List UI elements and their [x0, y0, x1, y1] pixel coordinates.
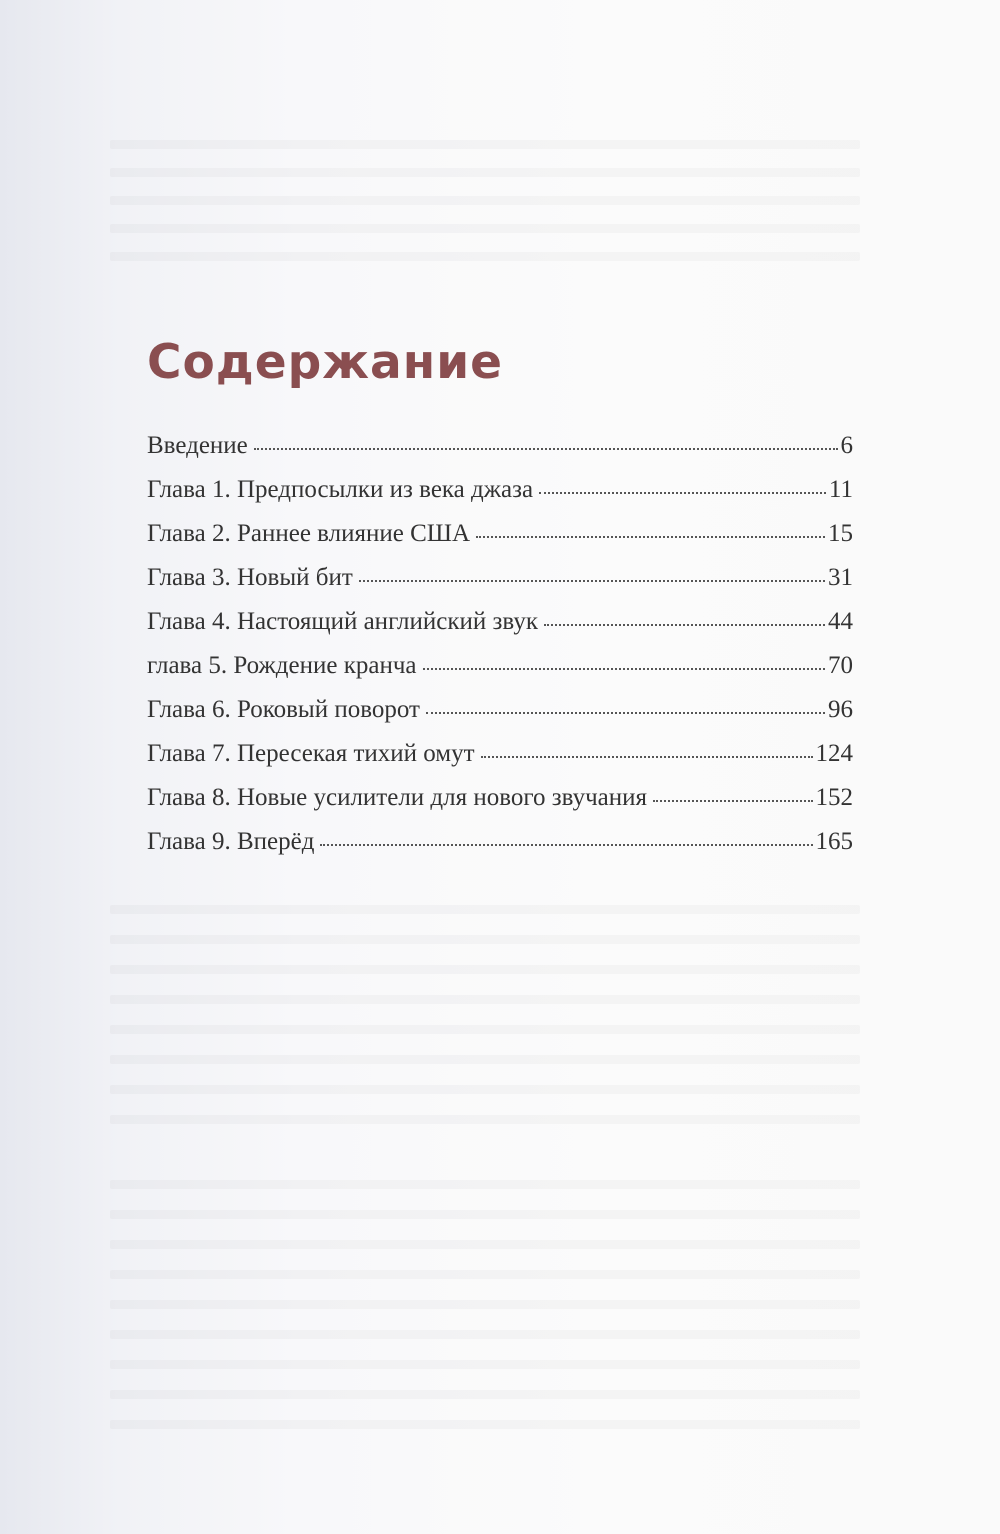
dot-leader [539, 492, 826, 494]
toc-entry-title: Глава 1. Предпосылки из века джаза [147, 476, 534, 503]
dot-leader [426, 712, 825, 714]
toc-entry-title: Глава 2. Раннее влияние США [147, 520, 471, 547]
toc-entry [147, 476, 853, 520]
toc-entry-page-number: 15 [828, 520, 853, 547]
toc-entry [147, 740, 853, 784]
toc-entry-title: Глава 4. Настоящий английский звук [147, 608, 539, 635]
toc-entry [147, 784, 853, 828]
toc-entry [147, 608, 853, 652]
toc-entry [147, 696, 853, 740]
dot-leader [544, 624, 825, 626]
toc-entry-title: Глава 9. Вперёд [147, 828, 315, 855]
toc-entry [147, 520, 853, 564]
toc-entry-title: Глава 8. Новые усилители для нового звучания [147, 784, 648, 811]
toc-entry-page-number: 44 [828, 608, 853, 635]
toc-entry-title: Глава 3. Новый бит [147, 564, 353, 591]
toc-entry-page-number: 165 [815, 828, 853, 855]
toc-entry-title: Глава 7. Пересекая тихий омут [147, 740, 475, 767]
dot-leader [481, 756, 813, 758]
toc-entry-page-number: 124 [815, 740, 853, 767]
toc-heading: Содержание [147, 335, 504, 390]
toc-entry-page-number: 152 [815, 784, 853, 811]
table-of-contents [147, 432, 853, 872]
toc-entry-page-number: 70 [828, 652, 853, 679]
toc-entry-page-number: 6 [840, 432, 853, 459]
dot-leader [423, 668, 825, 670]
toc-entry [147, 652, 853, 696]
dot-leader [320, 844, 812, 846]
dot-leader [653, 800, 812, 802]
toc-entry-page-number: 96 [828, 696, 853, 723]
toc-entry-title: глава 5. Рождение кранча [147, 652, 417, 679]
toc-entry [147, 828, 853, 872]
toc-entry-title: Глава 6. Роковый поворот [147, 696, 420, 723]
toc-entry-page-number: 31 [828, 564, 853, 591]
toc-entry-page-number: 11 [828, 476, 853, 503]
dot-leader [359, 580, 825, 582]
toc-entry [147, 432, 853, 476]
toc-entry-title: Введение [147, 432, 248, 459]
dot-leader [254, 448, 838, 450]
dot-leader [476, 536, 825, 538]
toc-entry [147, 564, 853, 608]
